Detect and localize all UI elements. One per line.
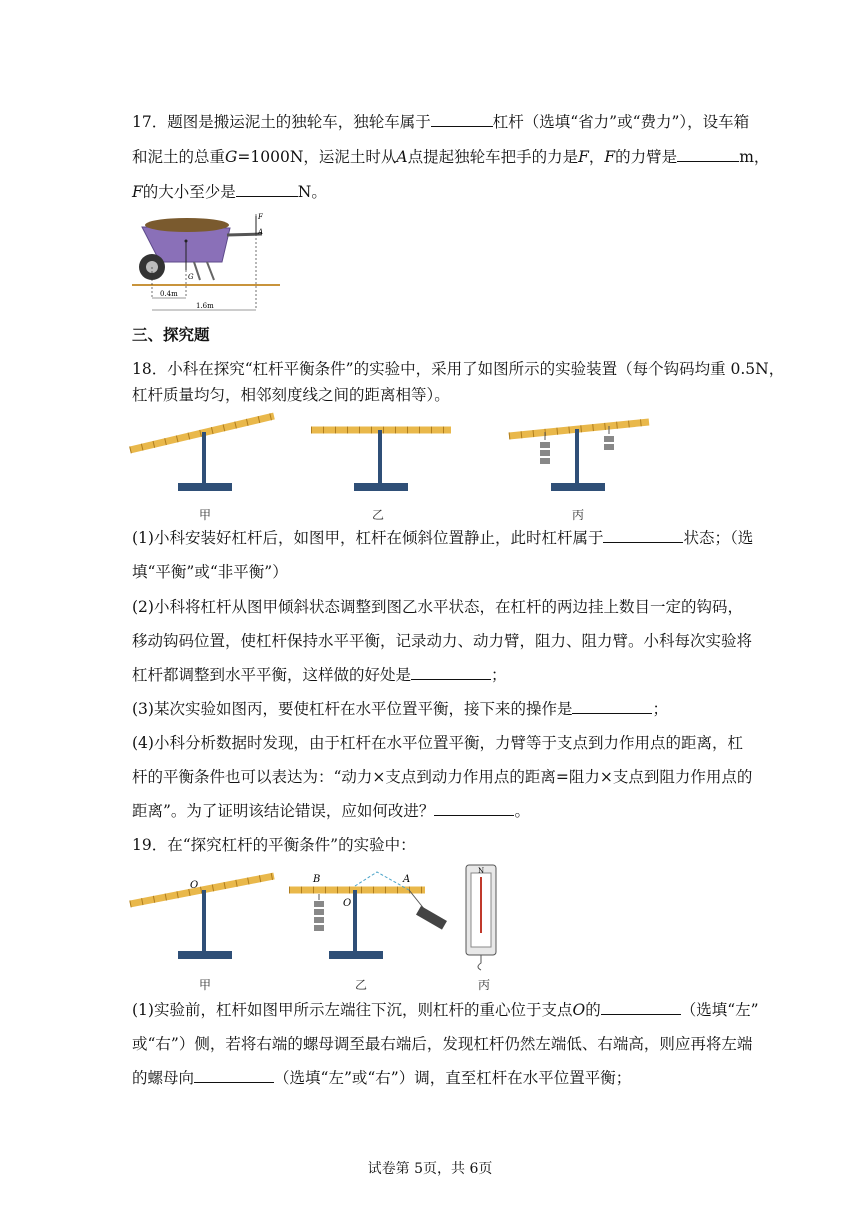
answer-blank[interactable]	[194, 1068, 274, 1083]
q17-line1: 17．题图是搬运泥土的独轮车，独轮车属于 杠杆（选填“省力”或“费力”），设车箱	[132, 113, 750, 131]
q18-p4-line2: 杆的平衡条件也可以表达为：“动力×支点到动力作用点的距离=阻力×支点到阻力作用点的	[132, 768, 753, 786]
q19-p1-line1: (1)实验前，杠杆如图甲所示左端往下沉，则杠杆的重心位于支点O的 （选填“左”	[132, 1001, 759, 1019]
q17-line2: 和泥土的总重G=1000N，运泥土时从A点提起独轮车把手的力是F，F的力臂是 m，	[132, 148, 770, 166]
answer-blank[interactable]	[434, 801, 514, 816]
spring-scale-figure	[462, 863, 502, 971]
page-footer: 试卷第 5页，共 6页	[367, 1161, 493, 1177]
q19-p1-line2: 或“右”）侧，若将右端的螺母调至最右端后，发现杠杆仍然左端低、右端高，则应再将左端	[132, 1035, 753, 1053]
answer-blank[interactable]	[677, 147, 739, 162]
lever-figure-19-yi	[285, 868, 455, 968]
section-heading: 三、探究题	[132, 325, 210, 344]
wheelbarrow-figure	[132, 210, 282, 315]
caption-yi: 乙	[372, 508, 385, 522]
answer-blank[interactable]	[431, 112, 493, 127]
caption-19-jia: 甲	[199, 978, 212, 992]
label-B: B	[313, 874, 321, 885]
label-O2: O	[343, 898, 352, 909]
q18-p3: (3)某次实验如图丙，要使杠杆在水平位置平衡，接下来的操作是 ；	[132, 700, 668, 718]
q18-p1: (1)小科安装好杠杆后，如图甲，杠杆在倾斜位置静止，此时杠杆属于 状态；（选	[132, 529, 754, 547]
label-d1: 0.4m	[160, 290, 178, 298]
label-N: N	[478, 867, 485, 875]
label-A: A	[403, 874, 411, 885]
label-F: F	[258, 213, 263, 221]
lever-figure-19-jia	[128, 868, 288, 968]
label-d2: 1.6m	[196, 302, 214, 310]
q18-line1: 18．小科在探究“杠杆平衡条件”的实验中，采用了如图所示的实验装置（每个钩码均重 0.5N，	[132, 360, 785, 378]
lever-figure-yi	[305, 410, 465, 500]
answer-blank[interactable]	[572, 699, 652, 714]
answer-blank[interactable]	[411, 665, 491, 680]
q18-p2-line1: (2)小科将杠杆从图甲倾斜状态调整到图乙水平状态，在杠杆的两边挂上数目一定的钩码，	[132, 598, 743, 616]
q18-p4-line1: (4)小科分析数据时发现，由于杠杆在水平位置平衡，力臂等于支点到力作用点的距离，杠	[132, 734, 743, 752]
label-O: O	[190, 880, 199, 891]
answer-blank[interactable]	[236, 182, 298, 197]
q18-p2-line2: 移动钩码位置，使杠杆保持水平平衡，记录动力、动力臂，阻力、阻力臂。小科每次实验将	[132, 632, 753, 650]
label-G: G	[188, 273, 194, 281]
q18-line2: 杠杆质量均匀，相邻刻度线之间的距离相等）。	[132, 386, 450, 404]
caption-19-bing: 丙	[478, 978, 491, 992]
caption-bing: 丙	[572, 508, 585, 522]
q19-p1-line3: 的螺母向 （选填“左”或“右”）调，直至杠杆在水平位置平衡；	[132, 1069, 632, 1087]
q18-p2-line3: 杠杆都调整到水平平衡，这样做的好处是 ；	[132, 666, 507, 684]
q18-p4-line3: 距离”。为了证明该结论错误，应如何改进？ 。	[132, 802, 530, 820]
q19-line1: 19．在“探究杠杆的平衡条件”的实验中：	[132, 836, 416, 854]
caption-19-yi: 乙	[355, 978, 368, 992]
q17-line3: F的大小至少是 N。	[132, 183, 327, 201]
answer-blank[interactable]	[601, 1000, 681, 1015]
lever-figure-bing	[505, 410, 665, 500]
lever-figure-jia	[128, 410, 288, 500]
q18-p1-cont: 填“平衡”或“非平衡”）	[132, 563, 288, 581]
answer-blank[interactable]	[603, 528, 683, 543]
label-A: A	[258, 228, 264, 236]
caption-jia: 甲	[199, 508, 212, 522]
